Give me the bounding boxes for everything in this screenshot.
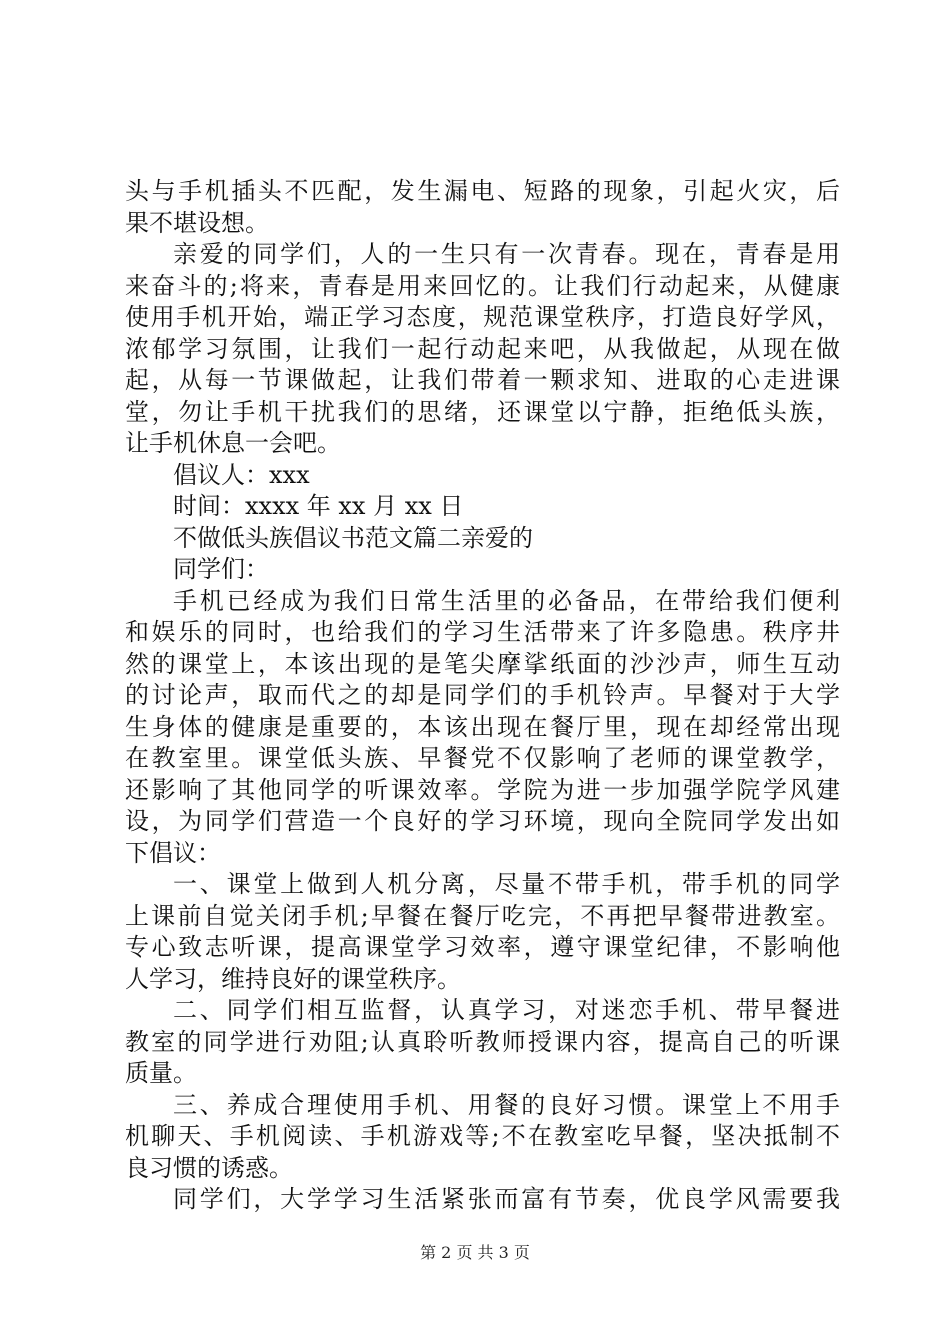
proposer-line: 倡议人：xxx (173, 460, 310, 489)
text-line: 质量。 (125, 1059, 197, 1087)
paragraph-first-line: 一、课堂上做到人机分离，尽量不带手机，带手机的同学 (173, 870, 840, 898)
text-line: 上课前自觉关闭手机;早餐在餐厅吃完，不再把早餐带进教室。 (125, 901, 840, 930)
text-line: 起，从每一节课做起，让我们带着一颗求知、进取的心走进课 (125, 366, 840, 394)
text-line: 设，为同学们营造一个良好的学习环境，现向全院同学发出如 (125, 807, 840, 835)
paragraph-first-line: 三、养成合理使用手机、用餐的良好习惯。课堂上不用手 (173, 1090, 840, 1119)
date-line: 时间：xxxx 年 xx 月 xx 日 (173, 492, 464, 520)
text-line: 下倡议： (125, 838, 221, 867)
document-body (125, 176, 840, 1216)
text-line: 教室的同学进行劝阻;认真聆听教师授课内容，提高自己的听课 (125, 1027, 840, 1056)
text-line: 生身体的健康是重要的，本该出现在餐厅里，现在却经常出现 (125, 712, 840, 741)
text-line: 堂，勿让手机干扰我们的思绪，还课堂以宁静，拒绝低头族， (125, 397, 840, 426)
paragraph-first-line: 手机已经成为我们日常生活里的必备品，在带给我们便利 (173, 586, 840, 615)
text-line: 机聊天、手机阅读、手机游戏等;不在教室吃早餐，坚决抵制不 (125, 1122, 840, 1150)
paragraph-first-line: 二、同学们相互监督，认真学习，对迷恋手机、带早餐进 (173, 996, 840, 1024)
text-line: 和娱乐的同时，也给我们的学习生活带来了许多隐患。秩序井 (125, 618, 840, 646)
text-line: 浓郁学习氛围，让我们一起行动起来吧，从我做起，从现在做 (125, 334, 840, 363)
text-line: 的讨论声，取而代之的却是同学们的手机铃声。早餐对于大学 (125, 681, 840, 709)
text-line: 人学习，维持良好的课堂秩序。 (125, 964, 461, 993)
text-line: 还影响了其他同学的听课效率。学院为进一步加强学院学风建 (125, 775, 840, 804)
text-line: 良习惯的诱惑。 (125, 1153, 293, 1182)
text-line: 专心致志听课，提高课堂学习效率，遵守课堂纪律，不影响他 (125, 933, 840, 961)
text-line: 在教室里。课堂低头族、早餐党不仅影响了老师的课堂教学， (125, 744, 840, 772)
paragraph-first-line: 亲爱的同学们，人的一生只有一次青春。现在，青春是用 (173, 240, 840, 268)
paragraph-first-line: 同学们，大学学习生活紧张而富有节奏，优良学风需要我 (173, 1185, 840, 1213)
text-line: 果不堪设想。 (125, 208, 269, 237)
section-heading: 不做低头族倡议书范文篇二亲爱的 (173, 523, 533, 552)
salutation-line: 同学们： (173, 555, 269, 583)
text-line: 来奋斗的;将来，青春是用来回忆的。让我们行动起来，从健康 (125, 271, 840, 300)
text-line: 让手机休息一会吧。 (125, 429, 341, 457)
text-line: 使用手机开始，端正学习态度，规范课堂秩序，打造良好学风， (125, 303, 840, 331)
text-line: 然的课堂上，本该出现的是笔尖摩挲纸面的沙沙声，师生互动 (125, 649, 840, 678)
text-line: 头与手机插头不匹配，发生漏电、短路的现象，引起火灾，后 (125, 177, 840, 205)
page-number-footer: 第 2 页 共 3 页 (420, 1243, 530, 1262)
